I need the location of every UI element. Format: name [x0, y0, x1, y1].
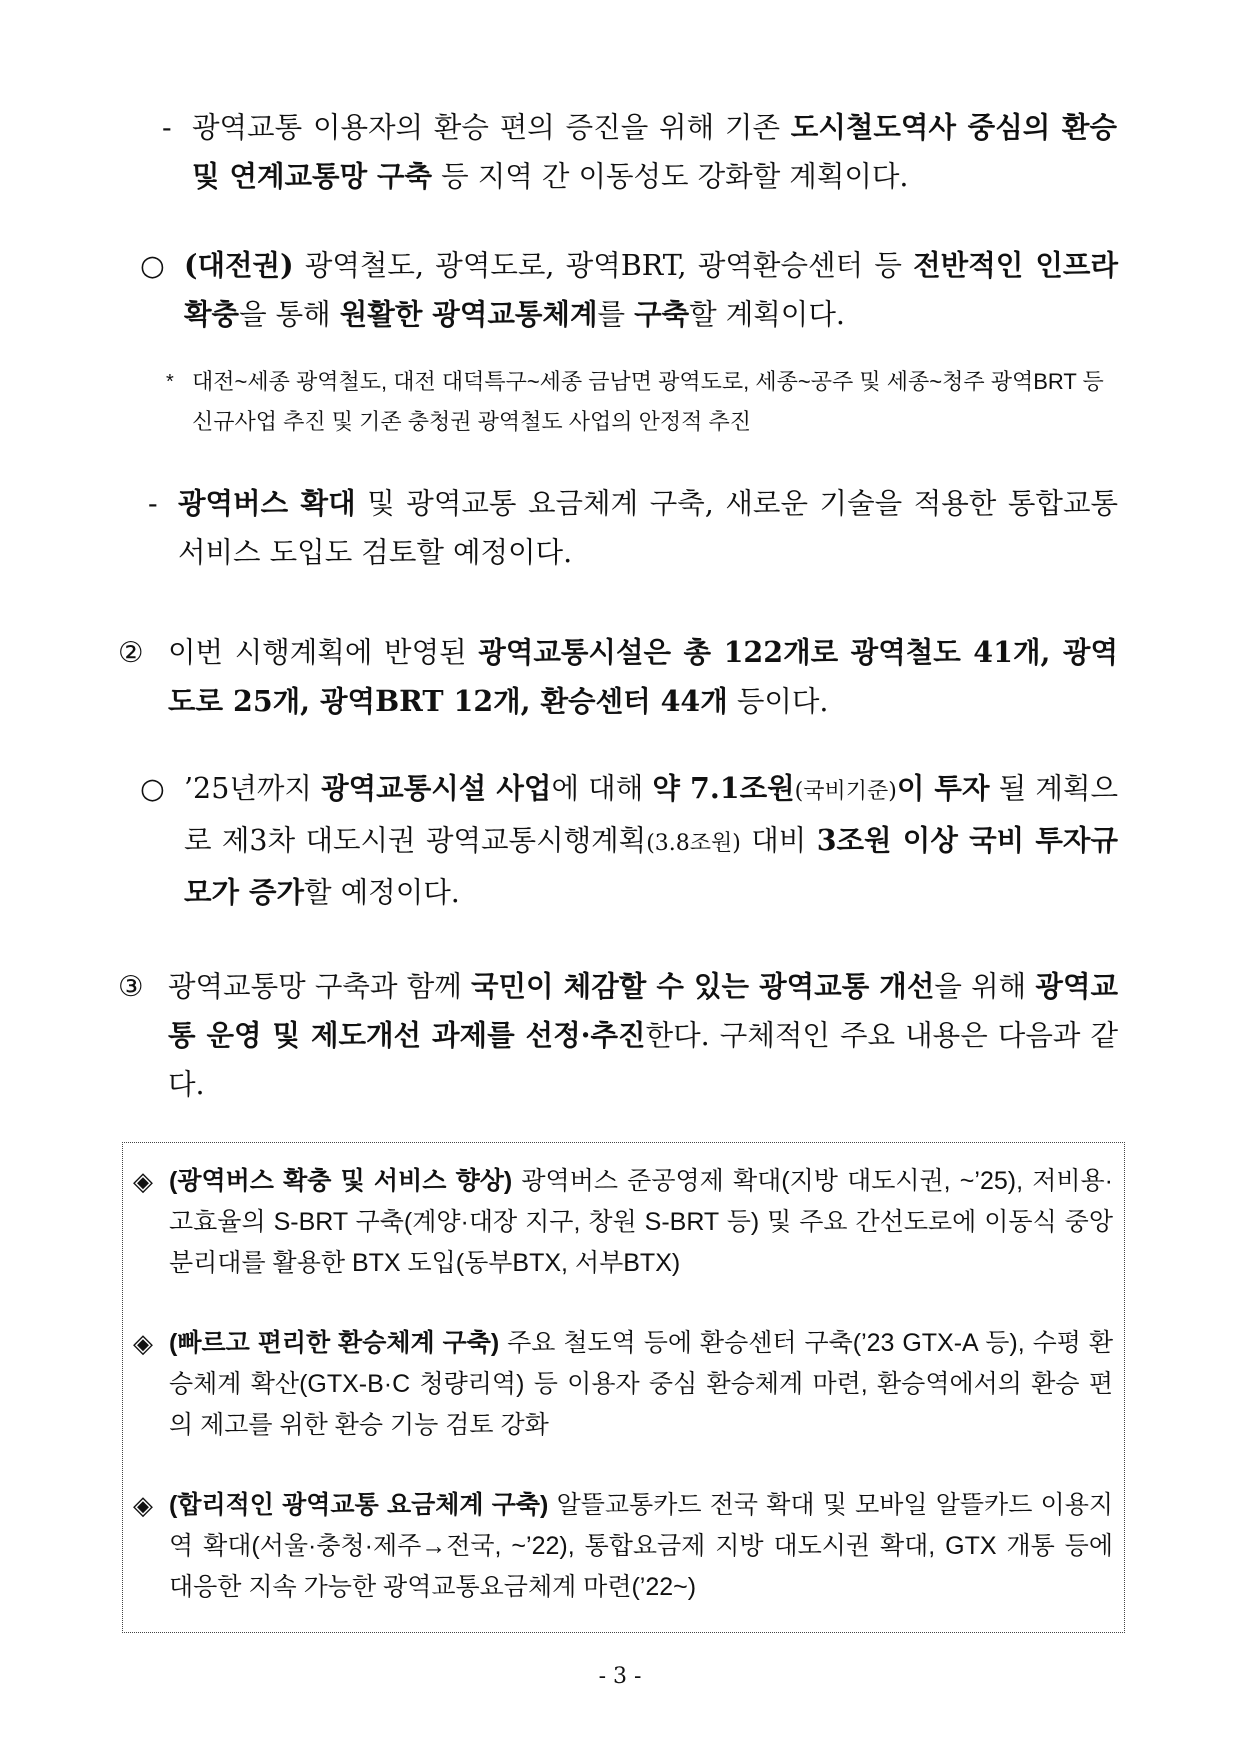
bold-run: 원활한 광역교통체계 — [339, 297, 598, 331]
text-run: 한다. 구체적인 주요 내용은 다음과 같다. — [168, 1019, 1119, 1101]
task-title: (빠르고 편리한 환승체계 구축) — [169, 1329, 500, 1357]
bold-run: 3조원 이상 국비 투자규모가 증가 — [184, 823, 1118, 909]
diamond-bullet-icon: ◈ — [133, 1166, 153, 1196]
task-item-bus — [133, 1161, 1113, 1284]
task-text: 주요 철도역 등에 환승센터 구축(’23 GTX-A 등), 수평 환승체계 확산(GTX-B·C 청량리역) 등 이용자 중심 환승체계 마련, 환승역에서의 환승 편의 제고를 위한 환승 기능 검토 강화 — [169, 1329, 1113, 1439]
bold-run: 도시철도역사 중심의 환승 및 연계교통망 구축 — [192, 110, 1117, 193]
text-run: 광역철도, 광역도로, 광역BRT, 광역환승센터 등 — [293, 249, 914, 282]
footnote-projects — [166, 362, 1120, 442]
text-run: 에 대해 — [551, 772, 653, 805]
footnote-text: 대전~세종 광역철도, 대전 대덕특구~세종 금남면 광역도로, 세종~공주 및 세종~청주 광역BRT 등 신규사업 추진 및 기존 충청권 광역철도 사업의 안정적 추진 — [192, 369, 1104, 434]
task-title: (광역버스 확충 및 서비스 향상) — [169, 1167, 513, 1195]
text-run: 및 광역교통 요금체계 구축, 새로운 기술을 적용한 통합교통서비스 도입도 검토할 예정이다. — [178, 487, 1119, 569]
circled-number-2: ② — [118, 636, 144, 669]
text-run: 을 통해 — [239, 298, 340, 331]
paragraph-transfer-convenience — [162, 103, 1117, 201]
asterisk-marker: * — [166, 371, 174, 393]
paragraph-bus-expansion — [148, 479, 1118, 577]
dash-marker: - — [162, 111, 172, 144]
paragraph-investment — [140, 764, 1118, 917]
diamond-bullet-icon: ◈ — [133, 1328, 153, 1358]
diamond-bullet-icon: ◈ — [133, 1490, 153, 1520]
dash-marker: - — [148, 487, 158, 520]
text-run: 할 예정이다. — [304, 876, 460, 909]
circled-number-3: ③ — [118, 970, 144, 1003]
bold-run: 이 투자 — [896, 771, 990, 805]
paragraph-facilities-count — [118, 628, 1118, 726]
text-run: 광역교통 이용자의 환승 편의 증진을 위해 기존 — [192, 111, 791, 144]
text-run: ’25년까지 — [184, 772, 322, 805]
bold-run: 구축 — [634, 297, 690, 331]
paragraph-operation-improvement — [118, 962, 1118, 1109]
text-run: 대비 — [740, 824, 817, 857]
text-run: 등 지역 간 이동성도 강화할 계획이다. — [432, 160, 909, 193]
text-run: 등이다. — [727, 685, 829, 718]
bold-run: 국민이 체감할 수 있는 광역교통 개선 — [470, 969, 935, 1003]
text-run: 광역교통망 구축과 함께 — [168, 970, 471, 1003]
text-run: 할 계획이다. — [689, 298, 845, 331]
text-run: 이번 시행계획에 반영된 — [168, 636, 479, 669]
bold-run: 광역버스 확대 — [178, 486, 356, 520]
bold-run: 광역교통시설 사업 — [321, 771, 552, 805]
task-text: 알뜰교통카드 전국 확대 및 모바일 알뜰카드 이용지역 확대(서울·충청·제주→전국, ~’22), 통합요금제 지방 대도시권 확대, GTX 개통 등에 대응한 지속 가능한 광역교통요금체계 마련(’22~) — [169, 1491, 1114, 1601]
text-run: 를 — [597, 298, 635, 331]
task-title: (합리적인 광역교통 요금체계 구축) — [169, 1491, 549, 1519]
bold-run: 약 7.1조원 — [652, 771, 795, 805]
bold-run: 광역교통 운영 및 제도개선 과제를 선정·추진 — [168, 969, 1119, 1052]
page-number: - 3 - — [598, 1664, 642, 1689]
key-tasks-box — [122, 1142, 1125, 1633]
paragraph-daejeon — [140, 241, 1118, 339]
task-text: 광역버스 준공영제 확대(지방 대도시권, ~’25), 저비용·고효율의 S-BRT 구축(계양·대장 지구, 창원 S-BRT 등) 및 주요 간선도로에 이동식 중앙 분리대를 활용한 BTX 도입(동부BTX, 서부BTX) — [169, 1167, 1113, 1277]
task-item-fare — [133, 1485, 1113, 1608]
bold-run: (대전권) — [184, 248, 294, 282]
small-run: (국비기준) — [794, 779, 897, 804]
circle-bullet: ○ — [140, 249, 165, 282]
circle-bullet: ○ — [140, 772, 165, 805]
bold-run: 전반적인 인프라 확충 — [184, 248, 1118, 331]
bold-run: 광역교통시설은 총 122개로 광역철도 41개, 광역도로 25개, 광역BRT 12개, 환승센터 44개 — [168, 635, 1118, 718]
task-item-transfer — [133, 1323, 1113, 1446]
text-run: 될 계획으로 제3차 대도시권 광역교통시행계획 — [184, 772, 1119, 857]
text-run: 을 위해 — [934, 970, 1036, 1003]
small-run: (3.8조원) — [646, 831, 741, 856]
